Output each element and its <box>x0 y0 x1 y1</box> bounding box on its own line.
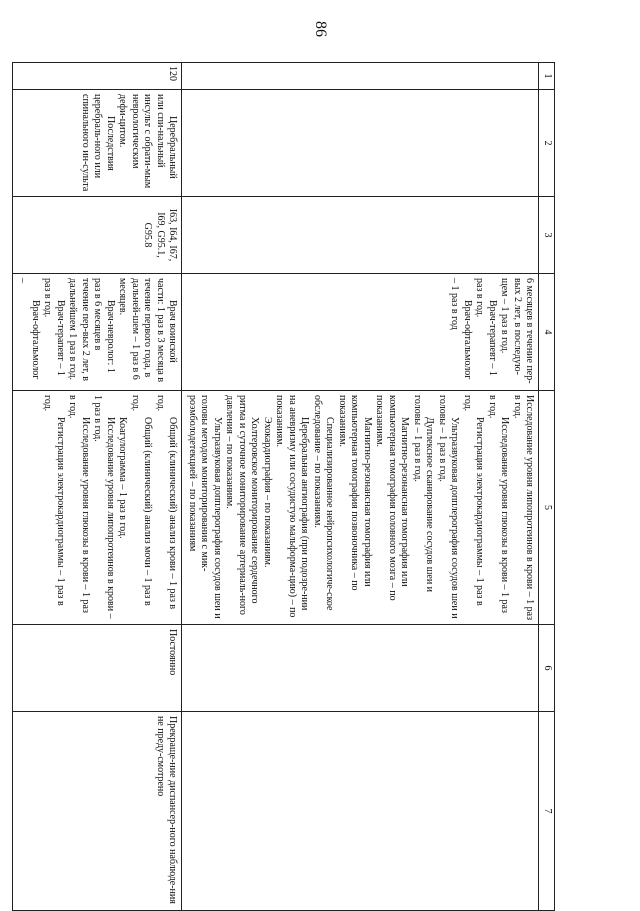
row-number-cell: 120 <box>13 63 183 90</box>
duration-cell: Постоянно <box>13 625 183 712</box>
diagnosis-cell <box>13 90 183 197</box>
column-number-row <box>539 63 555 911</box>
table-row <box>13 63 183 911</box>
cell-paragraph: Врач воинской части: 1 раз в 3 месяца в течение первого года, в дальней-шем – 1 раз в 6 месяцев. <box>117 278 179 383</box>
termination-cell <box>182 712 539 911</box>
diagnosis-cell <box>182 90 539 197</box>
cell-paragraph: Врач-терапевт – 1 раз в год. <box>474 278 498 376</box>
column-number: 7 <box>539 712 555 911</box>
icd-code-cell: I63, I64, I67, I69, G95.1, G95.8 <box>13 197 183 274</box>
studies-cell <box>13 391 183 625</box>
examination-frequency-cell <box>182 274 539 391</box>
cell-paragraph: Регистрация электрокардиограммы – 1 раз в год. <box>462 395 486 606</box>
row-number-cell <box>182 63 539 90</box>
cell-paragraph: Дуплексное сканирование сосудов шеи и головы – 1 раз в год. <box>412 395 436 593</box>
cell-paragraph: Церебральная ангиография (при подозре-нии на аневризму или сосудистую мальформа-цию) – по показаниям. <box>274 395 311 618</box>
cell-paragraph: Врач-невролог: 1 раз в 6 месяцев в течение пер-вых 2 лет, в дальнейшем 1 раз в год. <box>67 278 116 381</box>
cell-paragraph: Исследование уровня липопротеинов в крови – 1 раз в год. <box>92 395 116 619</box>
page-number: 86 <box>312 21 329 37</box>
cell-paragraph: Общий (клинический) анализ крови – 1 раз в год. <box>155 395 179 610</box>
cell-paragraph: Исследование уровня глюкозы в крови – 1 раз в год. <box>67 395 91 613</box>
cell-paragraph: Врач-офтальмолог – 1 раз в год <box>449 278 473 380</box>
duration-cell <box>182 625 539 712</box>
studies-cell <box>182 391 539 625</box>
cell-paragraph: Исследование уровня липопротеинов в крови – 1 раз в год. <box>512 395 536 621</box>
column-number: 3 <box>539 197 555 274</box>
cell-paragraph: Церебральный или спи-нальный инсульт с обрати-мым неврологическим дефи-цитом. <box>117 94 179 189</box>
rotated-table-container <box>17 62 555 904</box>
cell-paragraph: Последствия церебраль-ного или спинального ин-сульта <box>80 94 116 192</box>
cell-paragraph: 6 месяцев в течение пер-вых 2 лет, в последую-щем – 1 раз в год. <box>499 278 536 384</box>
termination-cell: Прекраще-ние диспансер-ного наблюде-ния не преду-смотрено <box>13 712 183 911</box>
cell-paragraph: Специализированное нейропсихологиче-ское обследование – по показаниям. <box>312 395 336 611</box>
cell-paragraph: Ультразвуковая допплерография сосудов шеи и головы – 1 раз в год. <box>437 395 461 619</box>
cell-paragraph: Коагулограмма – 1 раз в год. <box>117 417 129 539</box>
cell-paragraph: Исследование уровня глюкозы в крови – 1 раз в год. <box>487 395 511 613</box>
column-number: 5 <box>539 391 555 625</box>
cell-paragraph: Ультразвуковая допплерография сосудов шеи и головы методом мониторирования с мик-роэмболодетекцией – по показаниям <box>187 395 223 619</box>
icd-code-cell <box>182 197 539 274</box>
cell-paragraph: Холтеровское мониторирование сердечного ритма и суточное мониторирование артериаль-ного давления – по показаниям. <box>224 395 261 615</box>
column-number: 2 <box>539 90 555 197</box>
column-number: 6 <box>539 625 555 712</box>
cell-paragraph: Магнитно-резонансная томография или компьютерная томография головного мозга – по показаниям. <box>374 395 411 601</box>
cell-paragraph: Регистрация электрокардиограммы – 1 раз в год. <box>42 395 66 606</box>
cell-paragraph: Эхокардиография – по показаниям. <box>262 417 273 568</box>
examination-frequency-cell <box>13 274 183 391</box>
cell-paragraph: Врач-терапевт – 1 раз в год. <box>42 278 66 376</box>
cell-paragraph: Врач-офтальмолог – <box>17 278 41 380</box>
cell-paragraph: Магнитно-резонансная томография или компьютерная томография позвоночника – по показаниям. <box>337 395 373 591</box>
column-number: 4 <box>539 274 555 391</box>
cell-paragraph: Общий (клинический) анализ мочи – 1 раз в год. <box>130 395 154 606</box>
dispensary-table <box>12 62 555 911</box>
table-row <box>182 63 539 911</box>
column-number: 1 <box>539 63 555 90</box>
